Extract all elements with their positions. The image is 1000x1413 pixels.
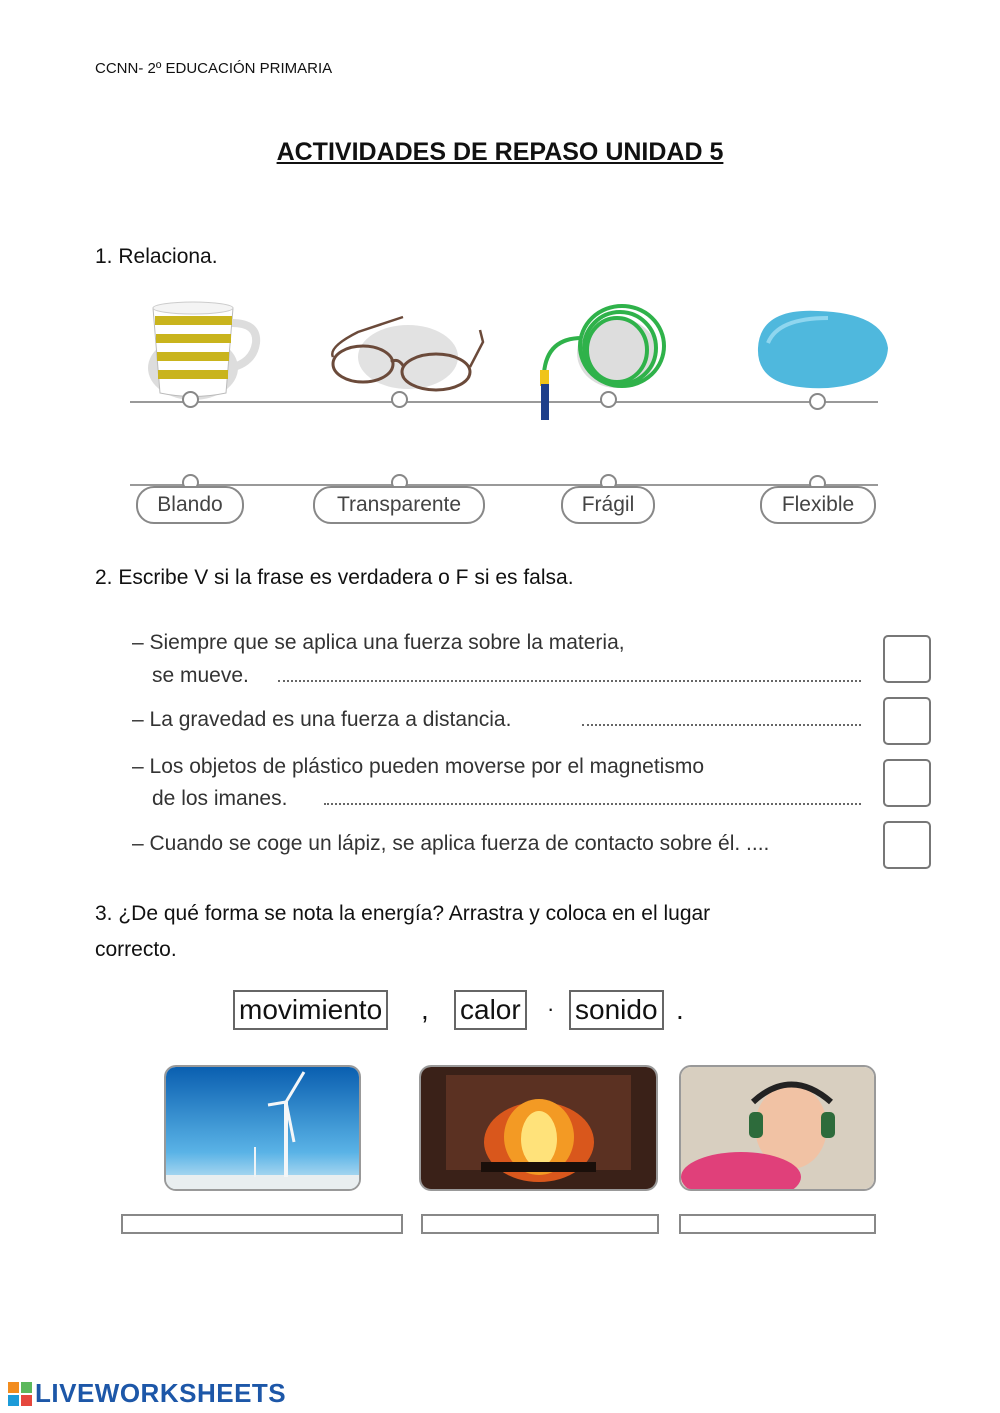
statement-4: – Cuando se coge un lápiz, se aplica fuerza de contacto sobre él. .... xyxy=(132,832,770,855)
q3-prompt-line1: 3. ¿De qué forma se nota la energía? Arrastra y coloca en el lugar xyxy=(95,902,711,925)
vf-answer-box-1[interactable] xyxy=(883,635,931,683)
q1-image-dot-2[interactable] xyxy=(391,391,408,408)
statement-3-leader xyxy=(324,803,861,805)
statement-2: – La gravedad es una fuerza a distancia. xyxy=(132,708,512,731)
mug-icon xyxy=(138,298,268,403)
glasses-icon xyxy=(318,312,490,402)
drop-zone-1[interactable] xyxy=(121,1214,403,1234)
brand-text: LIVEWORKSHEETS xyxy=(35,1378,287,1408)
vf-answer-box-2[interactable] xyxy=(883,697,931,745)
q1-bottom-line xyxy=(130,484,878,486)
statement-1-leader xyxy=(278,680,861,682)
drop-zone-2[interactable] xyxy=(421,1214,659,1234)
word-calor[interactable]: calor xyxy=(454,990,527,1030)
label-transparente: Transparente xyxy=(313,486,485,524)
statement-1-line2: se mueve. xyxy=(152,664,249,687)
liveworksheets-logo xyxy=(8,1378,286,1409)
punct-period: . xyxy=(676,994,684,1025)
word-movimiento[interactable]: movimiento xyxy=(233,990,388,1030)
page-title: ACTIVIDADES DE REPASO UNIDAD 5 xyxy=(276,138,724,166)
wind-turbine-photo xyxy=(164,1065,361,1191)
word-sonido[interactable]: sonido xyxy=(569,990,664,1030)
q1-image-dot-1[interactable] xyxy=(182,391,199,408)
vf-answer-box-3[interactable] xyxy=(883,759,931,807)
q3-prompt-line2: correcto. xyxy=(95,938,177,961)
statement-2-leader xyxy=(582,724,861,726)
punct-comma: , xyxy=(421,994,429,1025)
child-headphones-photo xyxy=(679,1065,876,1191)
statement-3-line2: de los imanes. xyxy=(152,787,288,810)
vf-answer-box-4[interactable] xyxy=(883,821,931,869)
q1-image-dot-4[interactable] xyxy=(809,393,826,410)
label-flexible: Flexible xyxy=(760,486,876,524)
label-blando: Blando xyxy=(136,486,244,524)
sponge-icon xyxy=(748,303,893,398)
q1-image-dot-3[interactable] xyxy=(600,391,617,408)
course-header: CCNN- 2º EDUCACIÓN PRIMARIA xyxy=(95,60,333,77)
statement-1-line1: – Siempre que se aplica una fuerza sobre la materia, xyxy=(132,631,625,654)
liveworksheets-logo-icon xyxy=(8,1382,32,1406)
label-fragil: Frágil xyxy=(561,486,655,524)
fireplace-photo xyxy=(419,1065,658,1191)
drop-zone-3[interactable] xyxy=(679,1214,876,1234)
q2-prompt: 2. Escribe V si la frase es verdadera o F si es falsa. xyxy=(95,566,574,589)
q1-prompt: 1. Relaciona. xyxy=(95,245,218,268)
punct-dot: · xyxy=(547,996,555,1021)
statement-3-line1: – Los objetos de plástico pueden moverse por el magnetismo xyxy=(132,755,705,778)
